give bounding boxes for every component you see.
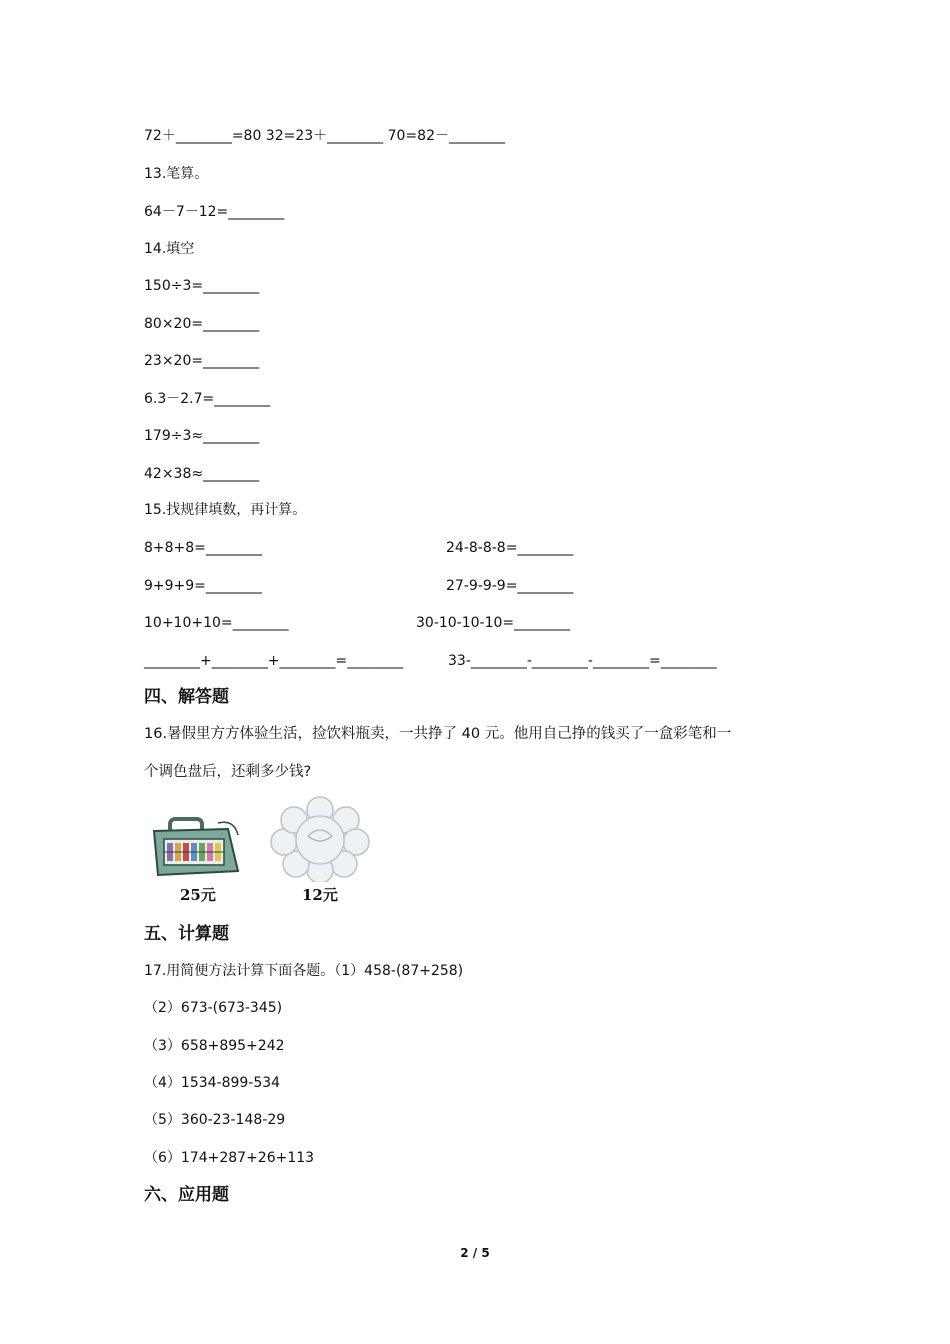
q14-title: 14.填空 <box>144 241 195 257</box>
q14-item: 150÷3=________ <box>144 278 260 294</box>
palette-figure <box>270 796 370 882</box>
q15-left-item: 10+10+10=________ <box>144 615 289 631</box>
page-number: 2 / 5 <box>460 1246 490 1260</box>
q15-right-item: 33-________-________-________=________ <box>448 653 717 669</box>
q15-title: 15.找规律填数，再计算。 <box>144 502 307 518</box>
top-row: 72＋________=80 32=23＋________ 70=82－________ <box>144 128 505 144</box>
q15-right-item: 27-9-9-9=________ <box>446 578 574 594</box>
q14-item: 23×20=________ <box>144 353 260 369</box>
pen-box-price: 25元 <box>180 886 216 904</box>
q15-right-item: 30-10-10-10=________ <box>416 615 571 631</box>
q14-item: 179÷3≈________ <box>144 428 260 444</box>
section6-heading: 六、应用题 <box>144 1185 229 1205</box>
pen-box-figure <box>148 815 243 885</box>
q17-item: （3）658+895+242 <box>144 1038 285 1054</box>
section5-heading: 五、计算题 <box>144 924 229 944</box>
palette-icon <box>270 796 370 882</box>
q14-item: 42×38≈________ <box>144 466 260 482</box>
q13-item: 64－7－12=________ <box>144 204 285 220</box>
q15-left-item: ________+________+________=________ <box>144 653 404 669</box>
q13-title: 13.笔算。 <box>144 166 209 182</box>
q17-item: （2）673-(673-345) <box>144 1000 283 1016</box>
section4-heading: 四、解答题 <box>144 687 229 707</box>
q14-item: 6.3－2.7=________ <box>144 391 271 407</box>
q15-left-item: 9+9+9=________ <box>144 578 262 594</box>
q17-item: （6）174+287+26+113 <box>144 1150 315 1166</box>
q17-item: （5）360-23-148-29 <box>144 1112 286 1128</box>
pen-box-icon <box>148 815 243 885</box>
q16-line2: 个调色盘后，还剩多少钱? <box>144 764 312 780</box>
q16-line1: 16.暑假里方方体验生活，捡饮料瓶卖，一共挣了 40 元。他用自己挣的钱买了一盒彩笔和一 <box>144 726 732 742</box>
q17-title: 17.用简便方法计算下面各题。（1）458-(87+258) <box>144 963 464 979</box>
palette-price: 12元 <box>302 886 338 904</box>
q15-left-item: 8+8+8=________ <box>144 540 262 556</box>
q17-item: （4）1534-899-534 <box>144 1075 281 1091</box>
q14-item: 80×20=________ <box>144 316 260 332</box>
q15-right-item: 24-8-8-8=________ <box>446 540 574 556</box>
